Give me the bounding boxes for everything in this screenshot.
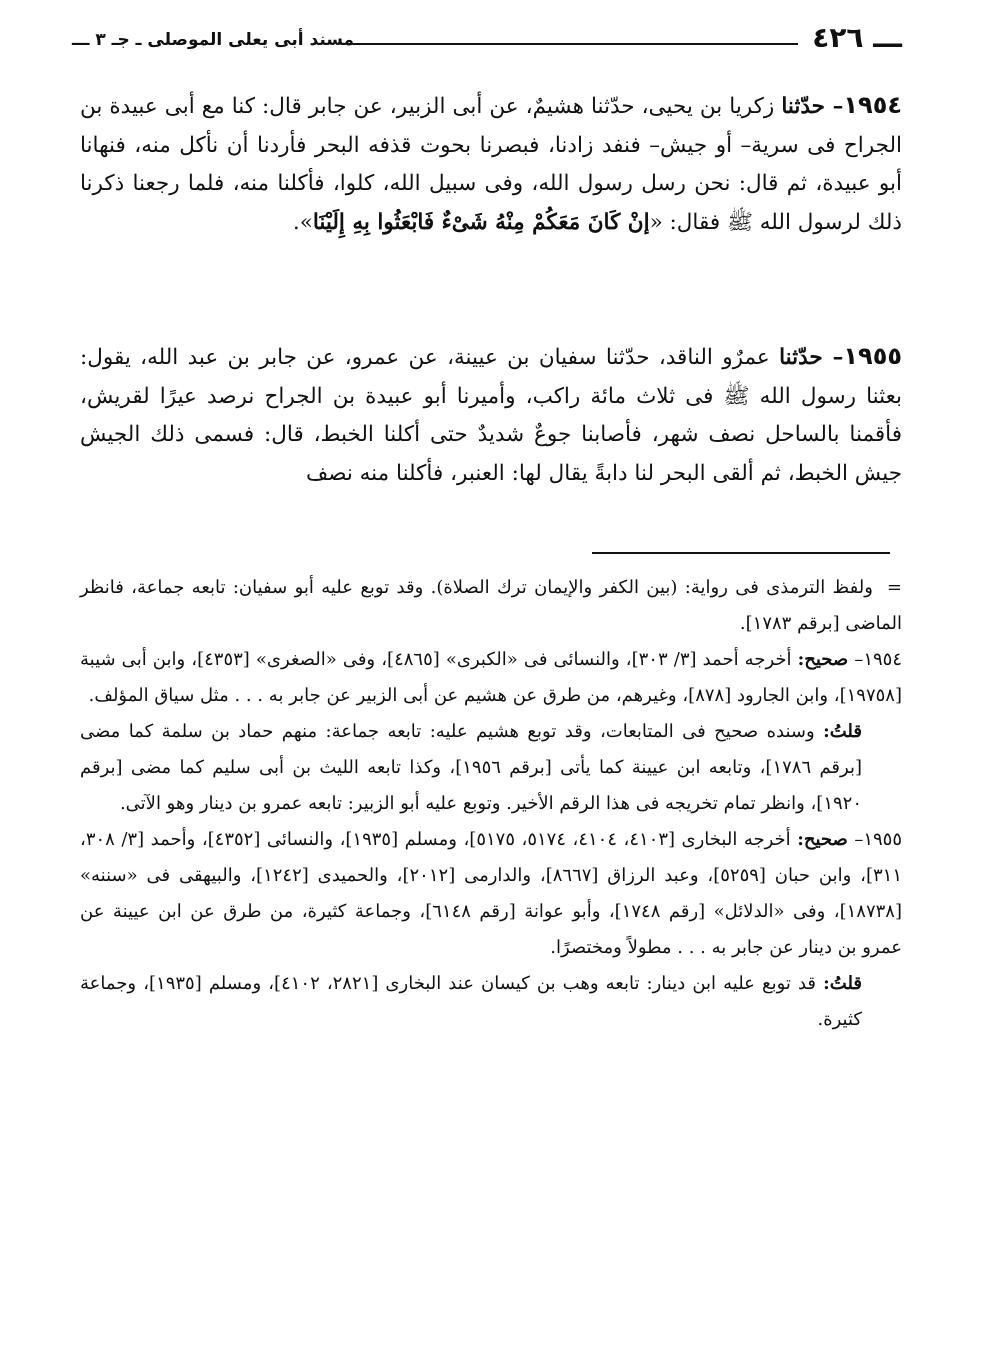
footnote-1955-qult: [80, 966, 902, 1038]
page-header: [72, 18, 902, 64]
footnote-1955: [80, 822, 902, 966]
footnote-1954-qult: [80, 714, 902, 822]
footnote-text: ولفظ الترمذى فى رواية: (بين الكفر والإيمان ترك الصلاة). وقد توبع عليه أبو سفيان: تابعه جماعة، فانظر الماضى [برقم ١٧٨٣].: [80, 577, 902, 634]
footnote-grade: صحيح:: [797, 649, 849, 670]
qult-label: قلتُ:: [823, 973, 863, 994]
footnote-text: أخرجه أحمد [٣/ ٣٠٣]، والنسائى فى «الكبرى» [٤٨٦٥]، وفى «الصغرى» [٤٣٥٣]، وابن أبى شيبة [١٩٧٥٨]، وابن الجارود [٨٧٨]، وغيرهم، من طرق عن هشيم عن أبى الزبير عن جابر به . . . مثل سياق المؤلف.: [80, 649, 902, 706]
footnote-text: أخرجه البخارى [٤١٠٣، ٤١٠٤، ٥١٧٤، ٥١٧٥]، ومسلم [١٩٣٥]، والنسائى [٤٣٥٢]، وأحمد [٣/ ٣٠٨، ٣١١]، وابن حبان [٥٢٥٩]، وعبد الرزاق [٨٦٦٧]، والدارمى [٢٠١٢]، والحميدى [١٢٤٢]، والبيهقى فى «سننه» [١٨٧٣٨]، وفى «الدلائل» [رقم ١٧٤٨]، وأبو عوانة [رقم ٦١٤٨]، وجماعة كثيرة، من طرق عن ابن عيينة عن عمرو بن دينار عن جابر به . . . مطولاً ومختصرًا.: [80, 829, 903, 958]
footnote-grade: صحيح:: [797, 829, 848, 850]
qult-text: وسنده صحيح فى المتابعات، وقد توبع هشيم عليه: تابعه جماعة: منهم حماد بن سلمة كما مضى [برقم ١٧٨٦]، وتابعه ابن عيينة كما يأتى [برقم ١٩٥٦]، وكذا تابعه الليث بن أبى سليم كما مضى [برقم ١٩٢٠]، وانظر تمام تخريجه فى هذا الرقم الأخير. وتوبع عليه أبو الزبير: تابعه عمرو بن دينار وهو الآتى.: [80, 721, 862, 814]
footnote-1954: [80, 642, 902, 714]
hadith-number: ١٩٥٥: [843, 342, 902, 370]
page-number: ـــ ٤٢٦: [812, 21, 902, 54]
footnote-continuation: [80, 570, 902, 642]
qult-label: قلتُ:: [823, 721, 862, 742]
continuation-mark: =: [886, 577, 902, 598]
hadith-text: عمرٌو الناقد، حدّثنا سفيان بن عيينة، عن عمرو، عن جابر بن عبد الله، يقول: بعثنا رسول الله ﷺ فى ثلاث مائة راكب، وأميرنا أبو عبيدة بن الجراح نرصد عيرًا لقريش، فأقمنا بالساحل نصف شهر، فأصابنا جوعٌ شديدٌ حتى أكلنا الخبط، قال: فسمى ذلك الجيش جيش الخبط، ثم ألقى البحر لنا دابةً يقال لها: العنبر، فأكلنا منه نصف: [80, 345, 902, 486]
qult-text: قد توبع عليه ابن دينار: تابعه وهب بن كيسان عند البخارى [٢٨٢١، ٤١٠٢]، ومسلم [١٩٣٥]، وجماعة كثيرة.: [80, 973, 862, 1030]
footnotes: [80, 570, 902, 1038]
hadith-1954: [80, 86, 902, 242]
footnote-number: ١٩٥٥–: [854, 829, 903, 850]
footnote-number: ١٩٥٤–: [854, 649, 902, 670]
hadith-quote: إنْ كَانَ مَعَكُمْ مِنْهُ شَىْءٌ فَابْعَثُوا بِهِ إِلَيْنَا: [312, 209, 650, 235]
hadith-text: زكريا بن يحيى، حدّثنا هشيمٌ، عن أبى الزبير، عن جابر قال: كنا مع أبى عبيدة بن الجراح فى سرية– أو جيش– فنفد زادنا، فبصرنا بحوت قذفه البحر فأردنا أن نأكل منه، فنهانا أبو عبيدة، ثم قال: نحن رسل رسول الله، وفى سبيل الله، كلوا، فأكلنا منه، فلما رجعنا ذكرنا ذلك لرسول الله ﷺ فقال: «: [80, 94, 902, 235]
hadith-number: ١٩٥٤: [843, 91, 902, 119]
footnote-separator: [592, 552, 890, 554]
hadith-end: ».: [292, 209, 313, 235]
running-title: مسند أبى يعلى الموصلى ـ جـ ٣ ـــ: [72, 30, 355, 50]
header-rule: [347, 43, 798, 45]
hadith-lead: – حدّثنا: [779, 345, 844, 370]
hadith-lead: – حدّثنا: [781, 94, 844, 119]
hadith-1955: [80, 337, 902, 493]
